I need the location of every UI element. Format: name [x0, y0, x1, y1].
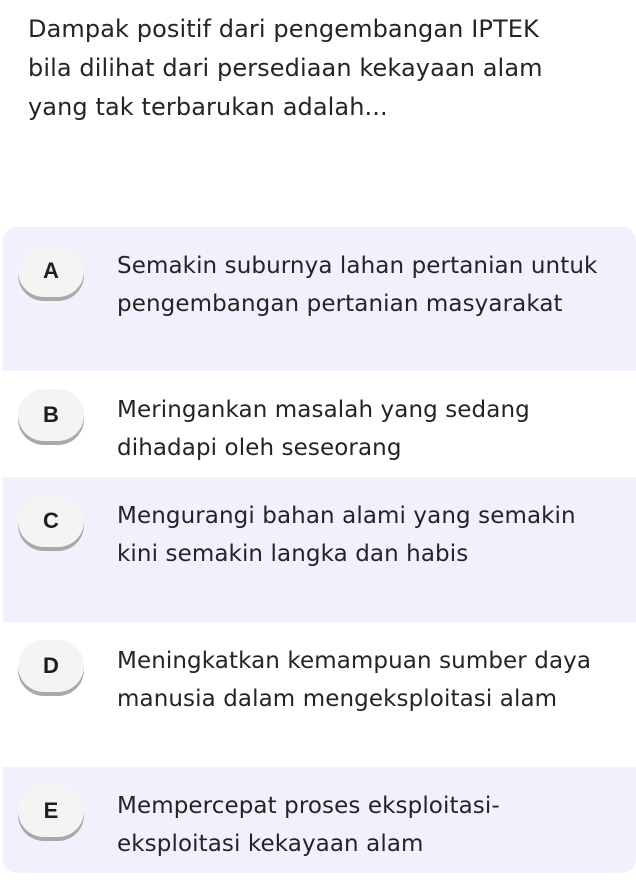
question-text: Dampak positif dari pengembangan IPTEK bila dilihat dari persediaan kekayaan alam yang tak terbarukan adalah...	[28, 15, 543, 121]
option-c-letter-badge[interactable]: C	[18, 495, 84, 547]
option-a-text: Semakin suburnya lahan pertanian untuk pengembangan pertanian masyarakat	[117, 253, 598, 317]
option-e-text: Mempercepat proses eksploitasi-eksploitasi kekayaan alam	[117, 793, 500, 857]
option-c[interactable]	[3, 477, 636, 622]
option-a[interactable]	[3, 227, 636, 371]
option-d-text: Meningkatkan kemampuan sumber daya manusia dalam mengeksploitasi alam	[117, 648, 592, 712]
option-b-letter-badge[interactable]: B	[18, 389, 84, 441]
option-b-text: Meringankan masalah yang sedang dihadapi oleh seseorang	[117, 397, 530, 461]
option-a-letter-badge[interactable]: A	[18, 245, 84, 297]
option-e-letter-badge[interactable]: E	[18, 785, 84, 837]
option-c-text: Mengurangi bahan alami yang semakin kini semakin langka dan habis	[117, 503, 576, 567]
option-d-letter-badge[interactable]: D	[18, 640, 84, 692]
answer-options-list	[3, 227, 636, 873]
option-b[interactable]	[3, 371, 636, 477]
option-d[interactable]	[3, 622, 636, 767]
option-e[interactable]	[3, 767, 636, 873]
